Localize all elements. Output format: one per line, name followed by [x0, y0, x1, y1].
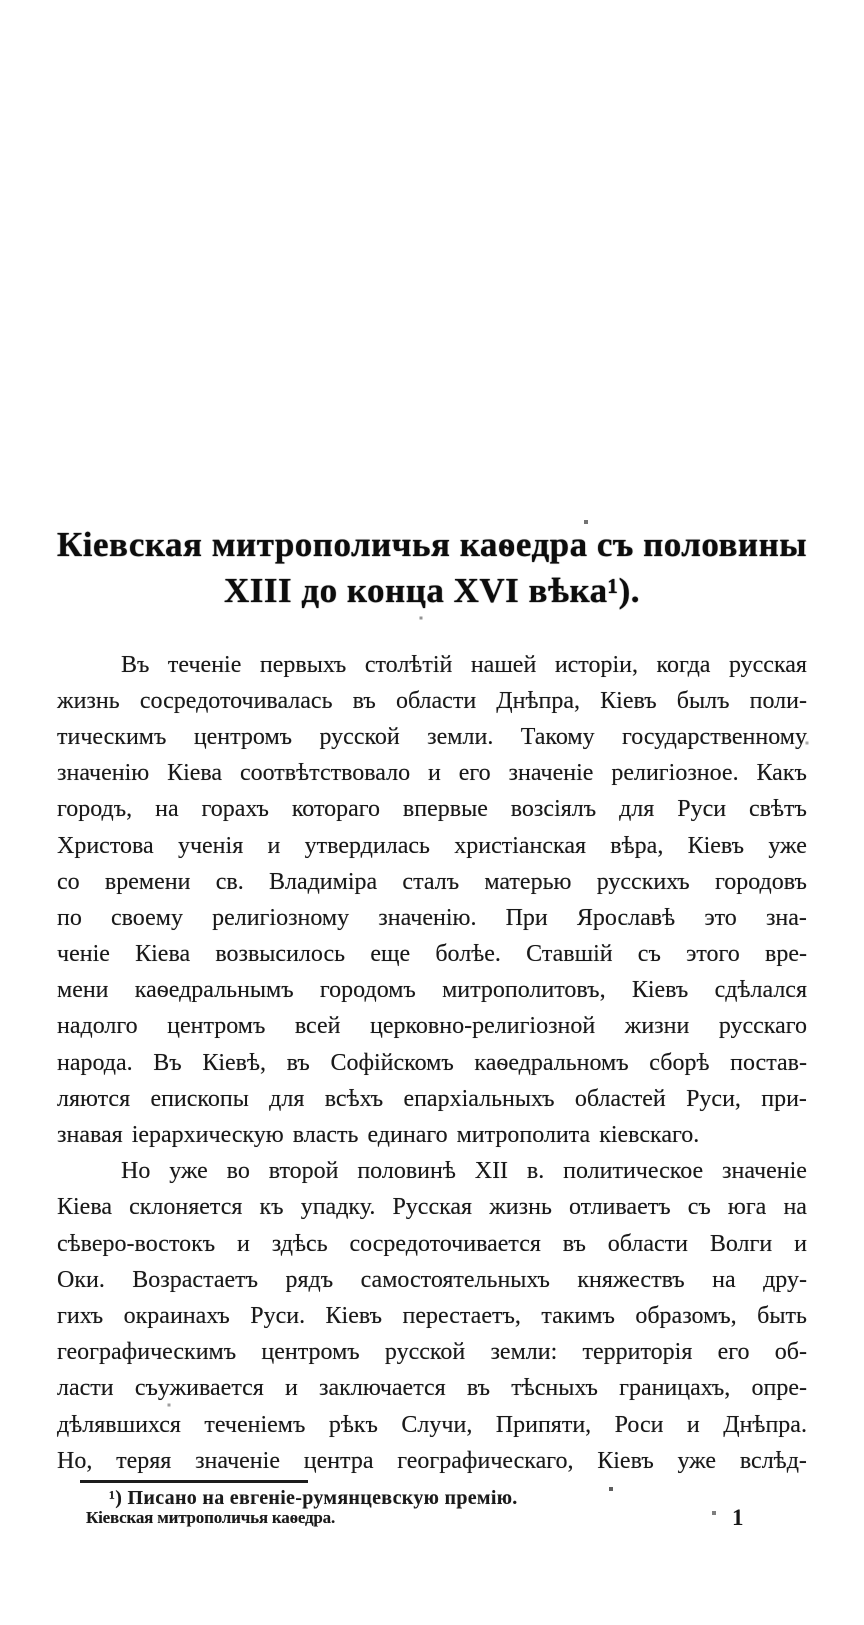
- footnote-text: ¹) Писано на евгеніе-румянцевскую премію.: [109, 1487, 518, 1509]
- word: Кіева: [57, 1194, 112, 1221]
- word: исторіи,: [554, 651, 638, 678]
- word: городовъ: [714, 868, 807, 895]
- word: здѣсь: [271, 1230, 328, 1257]
- word: на: [155, 796, 179, 823]
- word: и: [794, 1230, 807, 1257]
- word: съуживается: [134, 1375, 264, 1402]
- word: зна-: [765, 904, 807, 931]
- word: земли.: [427, 723, 494, 750]
- word: русскихъ: [596, 868, 690, 895]
- word: жизнь: [57, 687, 120, 714]
- word: вре-: [765, 941, 807, 968]
- word: религіозное.: [611, 760, 739, 787]
- word: ченіе: [57, 941, 110, 968]
- text-line: [57, 1226, 807, 1262]
- word: Случи,: [401, 1411, 473, 1438]
- word: Руси: [677, 796, 727, 823]
- word: значеніе: [508, 760, 594, 787]
- title-line-2: XIII до конца XVI вѣка¹).: [224, 571, 640, 610]
- word: значеніе: [722, 1158, 807, 1185]
- word: свѣтъ: [748, 796, 807, 823]
- word: и: [267, 832, 281, 859]
- word: съ: [637, 941, 661, 968]
- word: центра: [303, 1447, 374, 1474]
- word: гихъ: [57, 1302, 104, 1329]
- word: половинѣ: [357, 1158, 456, 1185]
- word: для: [269, 1085, 305, 1112]
- word: значенію: [57, 760, 150, 787]
- word: поли-: [749, 687, 807, 714]
- word: Русская: [392, 1194, 473, 1221]
- word: для: [619, 796, 655, 823]
- word: и: [686, 1411, 700, 1438]
- word: сосредоточивалась: [139, 687, 333, 714]
- word: на: [783, 1194, 807, 1221]
- word: это: [704, 904, 737, 931]
- word: епархіальныхъ: [403, 1085, 555, 1112]
- word: заключается: [319, 1375, 446, 1402]
- word: тѣсныхъ: [511, 1375, 598, 1402]
- word: Но,: [57, 1447, 93, 1474]
- word: самостоятельныхъ: [360, 1266, 550, 1293]
- word: русской: [319, 723, 400, 750]
- word: этого: [686, 941, 740, 968]
- word: такимъ: [541, 1302, 615, 1329]
- word: русскаго: [718, 1013, 807, 1040]
- word: въ: [352, 687, 376, 714]
- word: кіевскаго.: [599, 1122, 700, 1149]
- text-line: [57, 973, 807, 1009]
- word: сборѣ: [649, 1049, 710, 1076]
- word: Кіева: [167, 760, 223, 787]
- word: народа.: [57, 1049, 133, 1076]
- word: государственному: [622, 723, 807, 750]
- word: митрополитовъ,: [442, 977, 606, 1004]
- word: Днѣпра.: [723, 1411, 807, 1438]
- page-title: [0, 522, 864, 614]
- word: въ: [562, 1230, 586, 1257]
- word: Оки.: [57, 1266, 105, 1293]
- word: его: [717, 1339, 750, 1366]
- word: земли:: [490, 1339, 558, 1366]
- word: быть: [757, 1302, 807, 1329]
- word: во: [226, 1158, 250, 1185]
- word: былъ: [676, 687, 730, 714]
- word: впервые: [402, 796, 488, 823]
- word: мени: [57, 977, 109, 1004]
- word: Руси.: [250, 1302, 306, 1329]
- word: дру-: [763, 1266, 807, 1293]
- word: ласти: [57, 1375, 114, 1402]
- word: Волги: [709, 1230, 773, 1257]
- word: Кіевъ: [600, 687, 657, 714]
- word: об-: [774, 1339, 807, 1366]
- word: центромъ: [167, 1013, 266, 1040]
- word: въ: [466, 1375, 491, 1402]
- word: митрополита: [456, 1122, 591, 1149]
- text-line: [57, 1117, 807, 1153]
- text-line: [57, 828, 807, 864]
- word: соотвѣтствовало: [239, 760, 411, 787]
- word: власть: [292, 1122, 359, 1149]
- word: со: [57, 868, 80, 895]
- text-line: [57, 1443, 807, 1479]
- word: теченіе: [167, 651, 242, 678]
- text-line: [57, 719, 807, 755]
- word: своему: [110, 904, 183, 931]
- word: в.: [526, 1158, 545, 1185]
- word: первыхъ: [259, 651, 347, 678]
- word: всей: [294, 1013, 341, 1040]
- text-line: [57, 1262, 807, 1298]
- word: еще: [370, 941, 411, 968]
- word: и: [285, 1375, 298, 1402]
- text-line: [57, 937, 807, 973]
- word: Роси: [614, 1411, 664, 1438]
- text-line: [57, 900, 807, 936]
- word: Руси,: [686, 1085, 741, 1112]
- word: образомъ,: [635, 1302, 737, 1329]
- word: областей: [574, 1085, 666, 1112]
- word: склоняется: [129, 1194, 243, 1221]
- word: границахъ,: [619, 1375, 731, 1402]
- text-line: [57, 1009, 807, 1045]
- text-line: [57, 647, 807, 683]
- word: котораго: [291, 796, 381, 823]
- word: постав-: [730, 1049, 807, 1076]
- word: Христова: [57, 832, 154, 859]
- page-number: 1: [732, 1505, 744, 1530]
- word: значенію.: [378, 904, 477, 931]
- word: каѳедральнымъ: [134, 977, 294, 1004]
- word: политическое: [563, 1158, 704, 1185]
- word: горахъ: [201, 796, 269, 823]
- word: матерью: [484, 868, 572, 895]
- word: географическаго,: [397, 1447, 574, 1474]
- word: св.: [215, 868, 244, 895]
- word: ученія: [177, 832, 244, 859]
- text-line: [57, 1298, 807, 1334]
- word: центромъ: [261, 1339, 360, 1366]
- word: городъ,: [57, 796, 133, 823]
- footnote-separator: [80, 1480, 308, 1483]
- word: Днѣпра,: [496, 687, 581, 714]
- word: знавая: [57, 1122, 123, 1149]
- word: уже: [677, 1447, 717, 1474]
- word: русской: [384, 1339, 466, 1366]
- word: христіанская: [454, 832, 587, 859]
- word: каѳедральномъ: [474, 1049, 629, 1076]
- word: XII: [474, 1158, 509, 1185]
- text-line: [57, 683, 807, 719]
- text-line: [57, 792, 807, 828]
- scan-specks: [0, 0, 2, 2]
- word: Но: [121, 1158, 151, 1185]
- word: тическимъ: [57, 723, 167, 750]
- word: Припяти,: [495, 1411, 592, 1438]
- word: надолго: [57, 1013, 138, 1040]
- word: Ставшій: [526, 941, 613, 968]
- word: столѣтій: [364, 651, 453, 678]
- word: Какъ: [756, 760, 807, 787]
- word: когда: [656, 651, 711, 678]
- word: Такому: [520, 723, 595, 750]
- word: упадку.: [300, 1194, 376, 1221]
- word: и: [428, 760, 441, 787]
- text-line: [57, 1045, 807, 1081]
- word: съ: [687, 1194, 711, 1221]
- word: ляются: [57, 1085, 131, 1112]
- word: Кіевъ: [631, 977, 689, 1004]
- word: утвердилась: [304, 832, 430, 859]
- word: Ярославѣ: [576, 904, 676, 931]
- word: второй: [268, 1158, 339, 1185]
- word: религіозному: [212, 904, 350, 931]
- word: жизни: [624, 1013, 690, 1040]
- word: рядъ: [285, 1266, 334, 1293]
- word: жизнь: [489, 1194, 552, 1221]
- word: рѣкъ: [328, 1411, 378, 1438]
- word: Кіевъ: [325, 1302, 383, 1329]
- word: возвысилось: [215, 941, 346, 968]
- word: по: [57, 904, 82, 931]
- text-line: [57, 1190, 807, 1226]
- word: окраинахъ: [123, 1302, 230, 1329]
- word: его: [458, 760, 491, 787]
- word: Въ: [121, 651, 150, 678]
- word: Кіева: [135, 941, 191, 968]
- word: церковно-религіозной: [369, 1013, 596, 1040]
- word: княжествъ: [577, 1266, 685, 1293]
- word: центромъ: [193, 723, 293, 750]
- signature-line: Кіевская митрополичья каѳедра.: [86, 1508, 335, 1527]
- word: при-: [761, 1085, 807, 1112]
- word: отливаетъ: [569, 1194, 671, 1221]
- word: При: [505, 904, 548, 931]
- word: городомъ: [319, 977, 416, 1004]
- word: болѣе.: [435, 941, 501, 968]
- word: сдѣлался: [714, 977, 807, 1004]
- word: Кіевъ: [687, 832, 745, 859]
- word: юга: [727, 1194, 767, 1221]
- word: на: [712, 1266, 736, 1293]
- word: сосредоточивается: [349, 1230, 541, 1257]
- word: теряя: [116, 1447, 172, 1474]
- word: территорія: [582, 1339, 693, 1366]
- word: возсіялъ: [510, 796, 597, 823]
- word: уже: [169, 1158, 208, 1185]
- word: единаго: [367, 1122, 448, 1149]
- word: вслѣд-: [739, 1447, 807, 1474]
- body-text: [57, 647, 807, 1479]
- text-line: [57, 1081, 807, 1117]
- title-line-1: Кіевская митрополичья каѳедра съ половины: [56, 525, 808, 564]
- word: времени: [104, 868, 191, 895]
- word: Владиміра: [268, 868, 378, 895]
- word: перестаетъ,: [402, 1302, 521, 1329]
- word: іерархическую: [131, 1122, 284, 1149]
- text-line: [57, 864, 807, 900]
- word: сталъ: [402, 868, 460, 895]
- text-line: [57, 1335, 807, 1371]
- word: Кіевъ: [597, 1447, 654, 1474]
- word: въ: [286, 1049, 310, 1076]
- word: и: [237, 1230, 250, 1257]
- word: къ: [259, 1194, 284, 1221]
- word: сѣверо-востокъ: [57, 1230, 216, 1257]
- word: области: [607, 1230, 688, 1257]
- text-line: [57, 1407, 807, 1443]
- word: географическимъ: [57, 1339, 237, 1366]
- word: теченіемъ: [204, 1411, 306, 1438]
- word: Софійскомъ: [330, 1049, 454, 1076]
- word: уже: [768, 832, 807, 859]
- word: Возрастаетъ: [132, 1266, 259, 1293]
- word: Въ: [153, 1049, 182, 1076]
- text-line: [57, 1371, 807, 1407]
- text-line: [57, 1154, 807, 1190]
- word: нашей: [470, 651, 537, 678]
- word: дѣлявшихся: [57, 1411, 181, 1438]
- word: всѣхъ: [324, 1085, 384, 1112]
- word: области: [395, 687, 477, 714]
- word: значеніе: [195, 1447, 280, 1474]
- word: русская: [728, 651, 807, 678]
- word: Кіевѣ,: [202, 1049, 267, 1076]
- text-line: [57, 756, 807, 792]
- word: вѣра,: [610, 832, 664, 859]
- word: епископы: [150, 1085, 249, 1112]
- word: опре-: [751, 1375, 807, 1402]
